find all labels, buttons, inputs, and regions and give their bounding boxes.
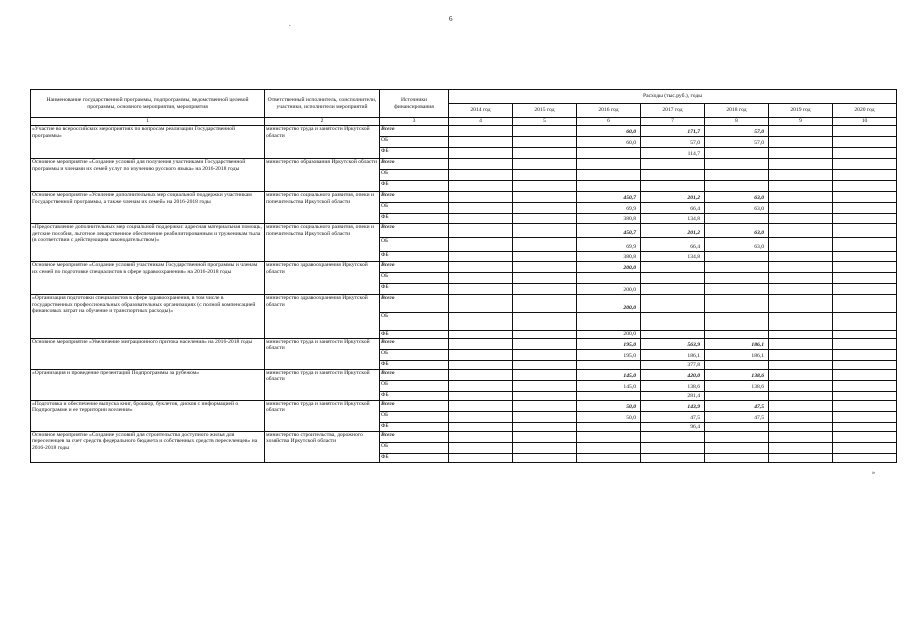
funding-source: ОБ [380,380,449,391]
header-year: 2020 год [833,104,897,118]
amount-cell: 200,0 [577,295,641,313]
executor: министерство труда и занятости Иркутской области [265,369,380,400]
amount-cell: 60,0 [577,126,641,137]
funding-source: ОБ [380,203,449,214]
amount-cell [513,360,577,369]
amount-cell [769,360,833,369]
amount-cell: 200,0 [577,331,641,339]
amount-cell [769,159,833,170]
header-year: 2017 год [641,104,705,118]
amount-cell [577,391,641,400]
amount-cell [577,453,641,462]
amount-cell [449,431,513,442]
amount-cell [833,170,897,181]
header-name: Наименование государственной программы, подпрограммы, ведомственной целевой программы, основного мероприятия, мероприятия [31,90,265,118]
executor: министерство труда и занятости Иркутской области [265,400,380,431]
amount-cell [513,137,577,148]
funding-source: ФБ [380,331,449,339]
amount-cell: 201,2 [641,224,705,238]
amount-cell [449,214,513,224]
amount-cell [513,238,577,252]
amount-cell: 63,0 [705,224,769,238]
amount-cell [769,214,833,224]
amount-cell [449,391,513,400]
amount-cell [513,262,577,273]
funding-source: ФБ [380,181,449,192]
activity-name: «Участие во всероссийских мероприятиях по вопросам реализации Государственной программы» [31,126,265,159]
amount-cell: 186,1 [705,338,769,349]
amount-cell: 69,9 [577,238,641,252]
funding-source: Всего [380,224,449,238]
edge-mark: » [872,470,875,476]
header-executor: Ответственный исполнитель, соисполнители, участники, исполнители мероприятий [265,90,380,118]
amount-cell [449,252,513,262]
amount-cell: 63,0 [705,203,769,214]
funding-source: Всего [380,262,449,273]
amount-cell [705,295,769,313]
amount-cell [641,273,705,284]
funding-source: Всего [380,295,449,313]
amount-cell [513,192,577,203]
table-row [31,262,897,273]
amount-cell: 450,7 [577,224,641,238]
amount-cell [833,262,897,273]
amount-cell: 171,7 [641,126,705,137]
header-year: 2015 год [513,104,577,118]
amount-cell [577,313,641,331]
amount-cell [449,238,513,252]
amount-cell [833,411,897,422]
funding-source: Всего [380,338,449,349]
amount-cell [449,295,513,313]
amount-cell [513,203,577,214]
amount-cell [833,214,897,224]
amount-cell [577,181,641,192]
amount-cell [769,284,833,295]
funding-source: ОБ [380,170,449,181]
amount-cell [449,442,513,453]
amount-cell: 200,0 [577,262,641,273]
amount-cell [449,203,513,214]
amount-cell [641,262,705,273]
table-body [31,126,897,463]
amount-cell: 380,8 [577,252,641,262]
amount-cell: 63,0 [705,192,769,203]
amount-cell [577,170,641,181]
amount-cell [513,400,577,411]
amount-cell [513,411,577,422]
amount-cell: 420,0 [641,369,705,380]
header-year: 2014 год [449,104,513,118]
amount-cell [833,238,897,252]
amount-cell [769,313,833,331]
amount-cell [513,380,577,391]
column-number: 2 [265,118,380,126]
funding-source: ФБ [380,360,449,369]
amount-cell [513,159,577,170]
amount-cell [449,380,513,391]
amount-cell [705,148,769,159]
amount-cell [769,338,833,349]
activity-name: «Организация подготовки специалистов в сфере здравоохранения, в том числе в государственных профессиональных образовательных организациях (с полной компенсацией финансовых затрат на обучение и транспортных расходы)» [31,295,265,339]
amount-cell [449,453,513,462]
amount-cell [833,391,897,400]
amount-cell [449,349,513,360]
column-number: 9 [769,118,833,126]
amount-cell [641,313,705,331]
amount-cell [513,170,577,181]
amount-cell [449,192,513,203]
amount-cell: 57,0 [705,126,769,137]
amount-cell [449,170,513,181]
amount-cell: 96,4 [641,422,705,431]
funding-source: ОБ [380,137,449,148]
activity-name: Основное мероприятие «Создание условий для получения участниками Государственной программы и членами их семей услуг по изучению русского языка» на 2016-2018 годы [31,159,265,192]
column-number: 8 [705,118,769,126]
amount-cell [513,214,577,224]
amount-cell [705,214,769,224]
amount-cell: 145,0 [577,380,641,391]
budget-table [30,89,897,463]
table-row [31,338,897,349]
amount-cell [833,252,897,262]
column-number: 1 [31,118,265,126]
amount-cell [705,453,769,462]
amount-cell: 563,9 [641,338,705,349]
amount-cell: 138,6 [705,380,769,391]
amount-cell [769,411,833,422]
amount-cell [513,331,577,339]
column-number: 7 [641,118,705,126]
amount-cell [513,338,577,349]
activity-name: Основное мероприятие «Увеличение миграционного притока населения» на 2016-2018 годы [31,338,265,369]
amount-cell [833,295,897,313]
funding-source: Всего [380,400,449,411]
amount-cell [769,137,833,148]
column-number: 10 [833,118,897,126]
amount-cell [641,453,705,462]
amount-cell: 47,5 [641,411,705,422]
amount-cell [513,224,577,238]
amount-cell: 134,8 [641,214,705,224]
amount-cell [833,400,897,411]
amount-cell [705,170,769,181]
executor: министерство здравоохранения Иркутской области [265,262,380,295]
funding-source: ФБ [380,148,449,159]
amount-cell [769,453,833,462]
amount-cell: 195,0 [577,349,641,360]
amount-cell [705,313,769,331]
funding-source: Всего [380,369,449,380]
amount-cell: 50,0 [577,400,641,411]
table-row [31,159,897,170]
activity-name: Основное мероприятие «Создание условий участникам Государственной программы и членам их семей по подготовке специалистов в сфере здравоохранения» на 2016-2018 годы [31,262,265,295]
amount-cell: 134,8 [641,252,705,262]
amount-cell: 200,0 [577,284,641,295]
amount-cell [833,442,897,453]
amount-cell: 50,0 [577,411,641,422]
activity-name: «Подготовка и обеспечение выпуска книг, брошюр, буклетов, дисков с информацией о Подпрограмме и ее территории вселения» [31,400,265,431]
amount-cell: 63,0 [705,238,769,252]
amount-cell: 60,0 [577,137,641,148]
amount-cell [705,431,769,442]
executor: министерство образования Иркутской области [265,159,380,192]
amount-cell: 138,6 [705,369,769,380]
amount-cell [513,252,577,262]
amount-cell [513,126,577,137]
amount-cell [833,431,897,442]
funding-source: Всего [380,126,449,137]
amount-cell [513,453,577,462]
amount-cell [833,203,897,214]
amount-cell [769,203,833,214]
amount-cell [513,181,577,192]
table-row [31,224,897,238]
amount-cell [449,224,513,238]
amount-cell: 57,0 [641,137,705,148]
amount-cell [705,273,769,284]
executor: министерство труда и занятости Иркутской области [265,338,380,369]
amount-cell [641,159,705,170]
amount-cell [705,422,769,431]
amount-cell [641,181,705,192]
amount-cell: 114,7 [641,148,705,159]
stray-dot: . [289,20,291,28]
funding-source: ФБ [380,284,449,295]
amount-cell [449,422,513,431]
header-source: Источники финансирования [380,90,449,118]
amount-cell [833,284,897,295]
amount-cell [705,331,769,339]
amount-cell [769,238,833,252]
amount-cell [577,360,641,369]
amount-cell [769,252,833,262]
amount-cell: 69,9 [577,203,641,214]
amount-cell [577,159,641,170]
funding-source: ОБ [380,273,449,284]
amount-cell [513,422,577,431]
amount-cell [833,192,897,203]
amount-cell: 47,5 [705,411,769,422]
amount-cell [705,284,769,295]
funding-source: ФБ [380,252,449,262]
amount-cell [833,331,897,339]
executor: министерство здравоохранения Иркутской области [265,295,380,339]
amount-cell [641,331,705,339]
amount-cell [449,137,513,148]
column-number: 3 [380,118,449,126]
amount-cell [769,295,833,313]
amount-cell [449,331,513,339]
amount-cell [449,313,513,331]
amount-cell [769,192,833,203]
funding-source: ОБ [380,411,449,422]
amount-cell [513,273,577,284]
amount-cell [513,391,577,400]
amount-cell [513,313,577,331]
amount-cell [641,431,705,442]
funding-source: ОБ [380,349,449,360]
amount-cell: 138,6 [641,380,705,391]
amount-cell [705,181,769,192]
amount-cell: 186,1 [705,349,769,360]
amount-cell [449,411,513,422]
header-expenses: Расходы (тыс.руб.), годы [449,90,897,104]
amount-cell [769,400,833,411]
executor: министерство социального развития, опеки и попечительства Иркутской области [265,224,380,262]
amount-cell [705,391,769,400]
amount-cell [833,380,897,391]
column-number: 4 [449,118,513,126]
amount-cell [513,148,577,159]
amount-cell [833,137,897,148]
amount-cell [769,349,833,360]
executor: министерство строительства, дорожного хозяйства Иркутской области [265,431,380,462]
amount-cell: 201,2 [641,192,705,203]
amount-cell [449,360,513,369]
amount-cell [705,262,769,273]
amount-cell [449,369,513,380]
amount-cell [769,170,833,181]
amount-cell [833,148,897,159]
table-row [31,400,897,411]
amount-cell [769,273,833,284]
amount-cell [513,369,577,380]
column-number: 6 [577,118,641,126]
amount-cell [449,148,513,159]
page-number: 6 [449,15,453,23]
amount-cell: 57,0 [705,137,769,148]
amount-cell [833,224,897,238]
amount-cell [833,273,897,284]
executor: министерство социального развития, опеки и попечительства Иркутской области [265,192,380,224]
amount-cell [769,442,833,453]
amount-cell [833,369,897,380]
amount-cell [577,422,641,431]
funding-source: ФБ [380,391,449,400]
amount-cell [705,360,769,369]
amount-cell [705,252,769,262]
amount-cell [513,442,577,453]
amount-cell [769,262,833,273]
amount-cell [769,369,833,380]
activity-name: «Предоставление дополнительных мер социальной поддержки: адресная материальная помощь, детские пособия, льготное лекарственное обеспечение реабилитированным и труженикам тыла (в соответствии с действующим законодательством)» [31,224,265,262]
table-row [31,192,897,203]
amount-cell [833,126,897,137]
amount-cell [833,338,897,349]
amount-cell: 450,7 [577,192,641,203]
amount-cell: 66,4 [641,203,705,214]
amount-cell [769,380,833,391]
amount-cell [513,349,577,360]
amount-cell [769,181,833,192]
amount-cell [449,262,513,273]
funding-source: Всего [380,431,449,442]
amount-cell [769,148,833,159]
amount-cell [513,431,577,442]
amount-cell: 66,4 [641,238,705,252]
amount-cell [833,422,897,431]
amount-cell [833,313,897,331]
activity-name: Основное мероприятие «Усиление дополнительных мер социальной поддержки участникам Государственной программы, а также членам их семей» на 2016-2018 годы [31,192,265,224]
table-row [31,369,897,380]
amount-cell [833,181,897,192]
funding-source: ФБ [380,453,449,462]
amount-cell: 186,1 [641,349,705,360]
amount-cell [833,360,897,369]
funding-source: ОБ [380,313,449,331]
column-number: 5 [513,118,577,126]
amount-cell [577,273,641,284]
amount-cell [705,442,769,453]
funding-source: Всего [380,159,449,170]
amount-cell [641,295,705,313]
amount-cell [449,181,513,192]
amount-cell [641,284,705,295]
funding-source: Всего [380,192,449,203]
amount-cell [577,442,641,453]
amount-cell [769,224,833,238]
funding-source: ОБ [380,238,449,252]
amount-cell [577,148,641,159]
amount-cell: 380,8 [577,214,641,224]
amount-cell [449,400,513,411]
amount-cell [449,273,513,284]
executor: министерство труда и занятости Иркутской области [265,126,380,159]
amount-cell [769,391,833,400]
amount-cell [449,159,513,170]
table-row [31,126,897,137]
funding-source: ОБ [380,442,449,453]
amount-cell [769,431,833,442]
amount-cell: 143,9 [641,400,705,411]
activity-name: «Организация и проведение презентаций Подпрограммы за рубежом» [31,369,265,400]
funding-source: ФБ [380,214,449,224]
amount-cell [769,331,833,339]
amount-cell [769,422,833,431]
funding-source: ФБ [380,422,449,431]
amount-cell [449,284,513,295]
amount-cell [449,126,513,137]
amount-cell [449,338,513,349]
amount-cell: 195,0 [577,338,641,349]
amount-cell [513,295,577,313]
table-row [31,431,897,442]
amount-cell [513,284,577,295]
amount-cell: 377,8 [641,360,705,369]
header-year: 2016 год [577,104,641,118]
amount-cell: 47,5 [705,400,769,411]
amount-cell: 281,4 [641,391,705,400]
header-year: 2019 год [769,104,833,118]
amount-cell: 145,0 [577,369,641,380]
table-row [31,295,897,313]
activity-name: Основное мероприятие «Создание условий для строительства доступного жилья для переселенцев за счет средств федерального бюджета и собственных средств переселенцев» на 2016-2018 годы [31,431,265,462]
amount-cell [641,442,705,453]
amount-cell [769,126,833,137]
amount-cell [833,349,897,360]
amount-cell [833,159,897,170]
amount-cell [577,431,641,442]
amount-cell [705,159,769,170]
amount-cell [641,170,705,181]
header-year: 2018 год [705,104,769,118]
amount-cell [833,453,897,462]
